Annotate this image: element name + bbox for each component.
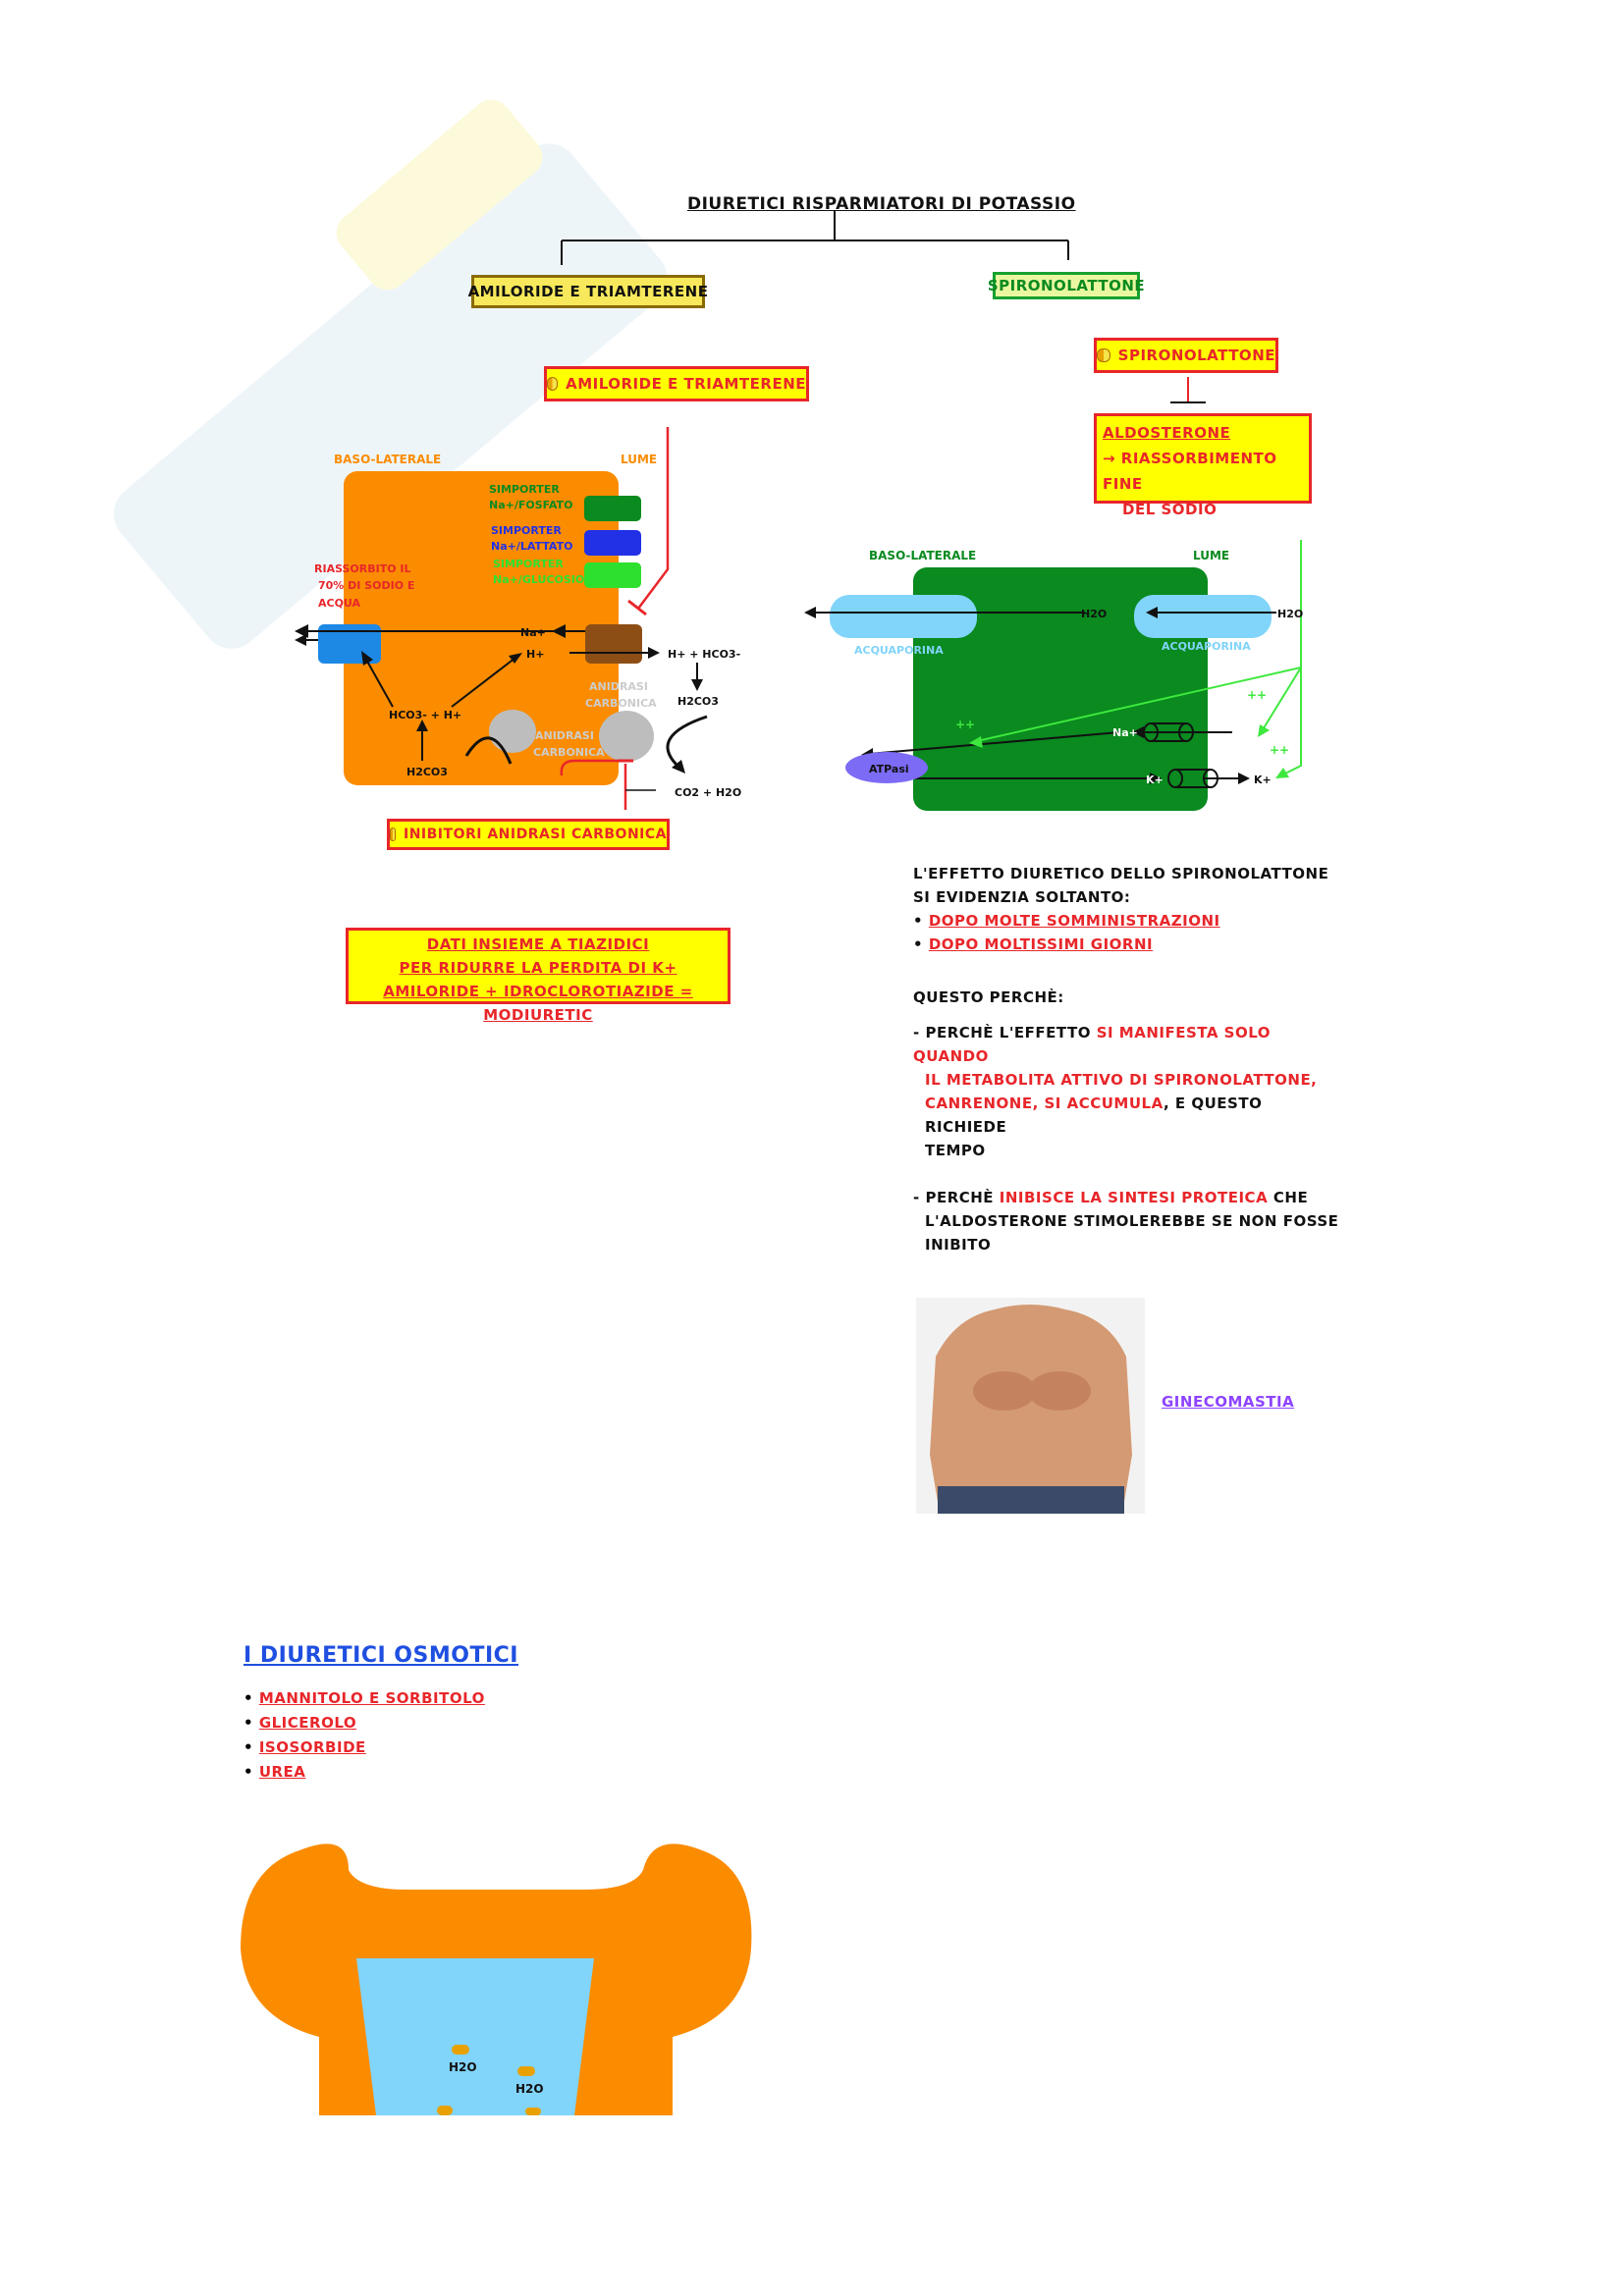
osmotici-item-1: • MANNITOLO E SORBITOLO <box>244 1689 485 1707</box>
branch-amiloride: AMILORIDE E TRIAMTERENE <box>471 275 705 308</box>
aldosterone-box <box>1094 413 1312 518</box>
aldosterone-title: ALDOSTERONE <box>1103 424 1231 442</box>
label-lume: LUME <box>621 453 658 466</box>
effect-p2-line1: - PERCHÈ INIBISCE LA SINTESI PROTEICA CHE <box>913 1189 1309 1206</box>
label-k-in: K+ <box>1146 774 1164 786</box>
simporter-2-line2: Na+/LATTATO <box>491 540 573 553</box>
label-co2-h2o: CO2 + H2O <box>675 786 742 799</box>
effect-p2-line3: INIBITO <box>925 1236 992 1254</box>
label-lume-right: LUME <box>1193 549 1230 562</box>
branch-spironolattone: SPIRONOLATTONE <box>993 272 1140 299</box>
simporter-1-line2: Na+/FOSFATO <box>489 499 573 511</box>
osmotic-h2o-2: H2O <box>515 2082 544 2096</box>
osmotici-title: I DIURETICI OSMOTICI <box>244 1643 518 1668</box>
riassorbito-line1: RIASSORBITO IL <box>314 562 411 575</box>
osmotici-list <box>244 1686 485 1785</box>
drug-label-amiloride: AMILORIDE E TRIAMTERENE <box>544 366 809 401</box>
simporter-3-line2: Na+/GLUCOSIO <box>493 573 585 586</box>
riassorbito-line3: ACQUA <box>318 597 361 610</box>
effect-p1-line3: CANRENONE, SI ACCUMULA, E QUESTO RICHIEDE <box>925 1095 1263 1136</box>
riassorbito-line2: 70% DI SODIO E <box>318 579 415 592</box>
label-na: Na+ <box>520 626 546 639</box>
label-acquaporina-1: ACQUAPORINA <box>854 644 944 657</box>
page-title: DIURETICI RISPARMIATORI DI POTASSIO <box>687 194 1076 214</box>
label-h2co3-left: H2CO3 <box>406 766 448 778</box>
effect-p1-line1: - PERCHÈ L'EFFETTO SI MANIFESTA SOLO QUANDO <box>913 1024 1272 1065</box>
plus-3: ++ <box>1270 743 1290 757</box>
aldosterone-line1: → RIASSORBIMENTO FINE <box>1103 450 1277 493</box>
anidrasi-2-line2: CARBONICA <box>533 746 605 759</box>
effect-p1-line4: TEMPO <box>925 1142 986 1159</box>
label-h: H+ <box>526 648 545 661</box>
anidrasi-1-line1: ANIDRASI <box>589 680 648 693</box>
label-na-right: Na+ <box>1112 726 1138 739</box>
pill-icon <box>390 828 396 841</box>
osmotici-item-4: • UREA <box>244 1763 306 1781</box>
plus-2: ++ <box>1247 688 1268 702</box>
effect-questo: QUESTO PERCHÈ: <box>913 988 1064 1006</box>
label-k-out: K+ <box>1254 774 1272 786</box>
effect-line2: SI EVIDENZIA SOLTANTO: <box>913 888 1131 906</box>
simporter-2-line1: SIMPORTER <box>491 524 562 537</box>
label-h2o-in: H2O <box>1277 608 1304 620</box>
label-acquaporina-2: ACQUAPORINA <box>1162 640 1251 653</box>
tree-lines <box>550 211 1080 270</box>
osmotic-h2o-1: H2O <box>449 2060 477 2074</box>
label-atpasi: ATPasi <box>869 763 909 775</box>
label-baso-laterale: BASO-LATERALE <box>334 453 442 466</box>
plus-1: ++ <box>955 718 976 731</box>
pill-icon <box>1097 348 1110 362</box>
tiazidici-box <box>346 928 731 1024</box>
tiazidici-line3: AMILORIDE + IDROCLOROTIAZIDE = MODIURETIC <box>383 983 693 1024</box>
torso-photo <box>916 1298 1145 1514</box>
simporter-3-line1: SIMPORTER <box>493 558 564 570</box>
inhibition-mark <box>1159 373 1218 412</box>
effect-bullet1: • DOPO MOLTE SOMMINISTRAZIONI <box>913 912 1220 930</box>
aldosterone-line2: DEL SODIO <box>1122 501 1218 518</box>
label-h-hco3: H+ + HCO3- <box>668 648 741 661</box>
effect-p1-line2: IL METABOLITA ATTIVO DI SPIRONOLATTONE, <box>925 1071 1318 1089</box>
tiazidici-line2: PER RIDURRE LA PERDITA DI K+ <box>399 959 677 977</box>
label-h2co3-right: H2CO3 <box>677 695 719 708</box>
simporter-1-line1: SIMPORTER <box>489 483 560 496</box>
inhibitor-label: INIBITORI ANIDRASI CARBONICA <box>387 819 670 850</box>
anidrasi-2-line1: ANIDRASI <box>535 729 594 742</box>
left-cell-diagram <box>295 422 785 864</box>
pill-icon <box>547 377 558 391</box>
effect-line1: L'EFFETTO DIURETICO DELLO SPIRONOLATTONE <box>913 865 1329 882</box>
label-baso-laterale-right: BASO-LATERALE <box>869 549 977 562</box>
osmotici-item-3: • ISOSORBIDE <box>244 1738 366 1756</box>
effect-bullet2: • DOPO MOLTISSIMI GIORNI <box>913 935 1154 953</box>
effect-text <box>913 862 1345 1256</box>
osmotici-item-2: • GLICEROLO <box>244 1714 357 1732</box>
osmotic-diagram <box>241 1831 756 2115</box>
drug-label-spironolattone: SPIRONOLATTONE <box>1094 338 1278 373</box>
ginecomastia-label: GINECOMASTIA <box>1162 1393 1295 1411</box>
right-cell-diagram <box>800 540 1311 825</box>
label-h2o-out: H2O <box>1081 608 1108 620</box>
anidrasi-1-line2: CARBONICA <box>585 697 657 710</box>
label-hco3-h: HCO3- + H+ <box>389 709 462 721</box>
effect-p2-line2: L'ALDOSTERONE STIMOLEREBBE SE NON FOSSE <box>925 1212 1339 1230</box>
tiazidici-line1: DATI INSIEME A TIAZIDICI <box>426 935 650 953</box>
